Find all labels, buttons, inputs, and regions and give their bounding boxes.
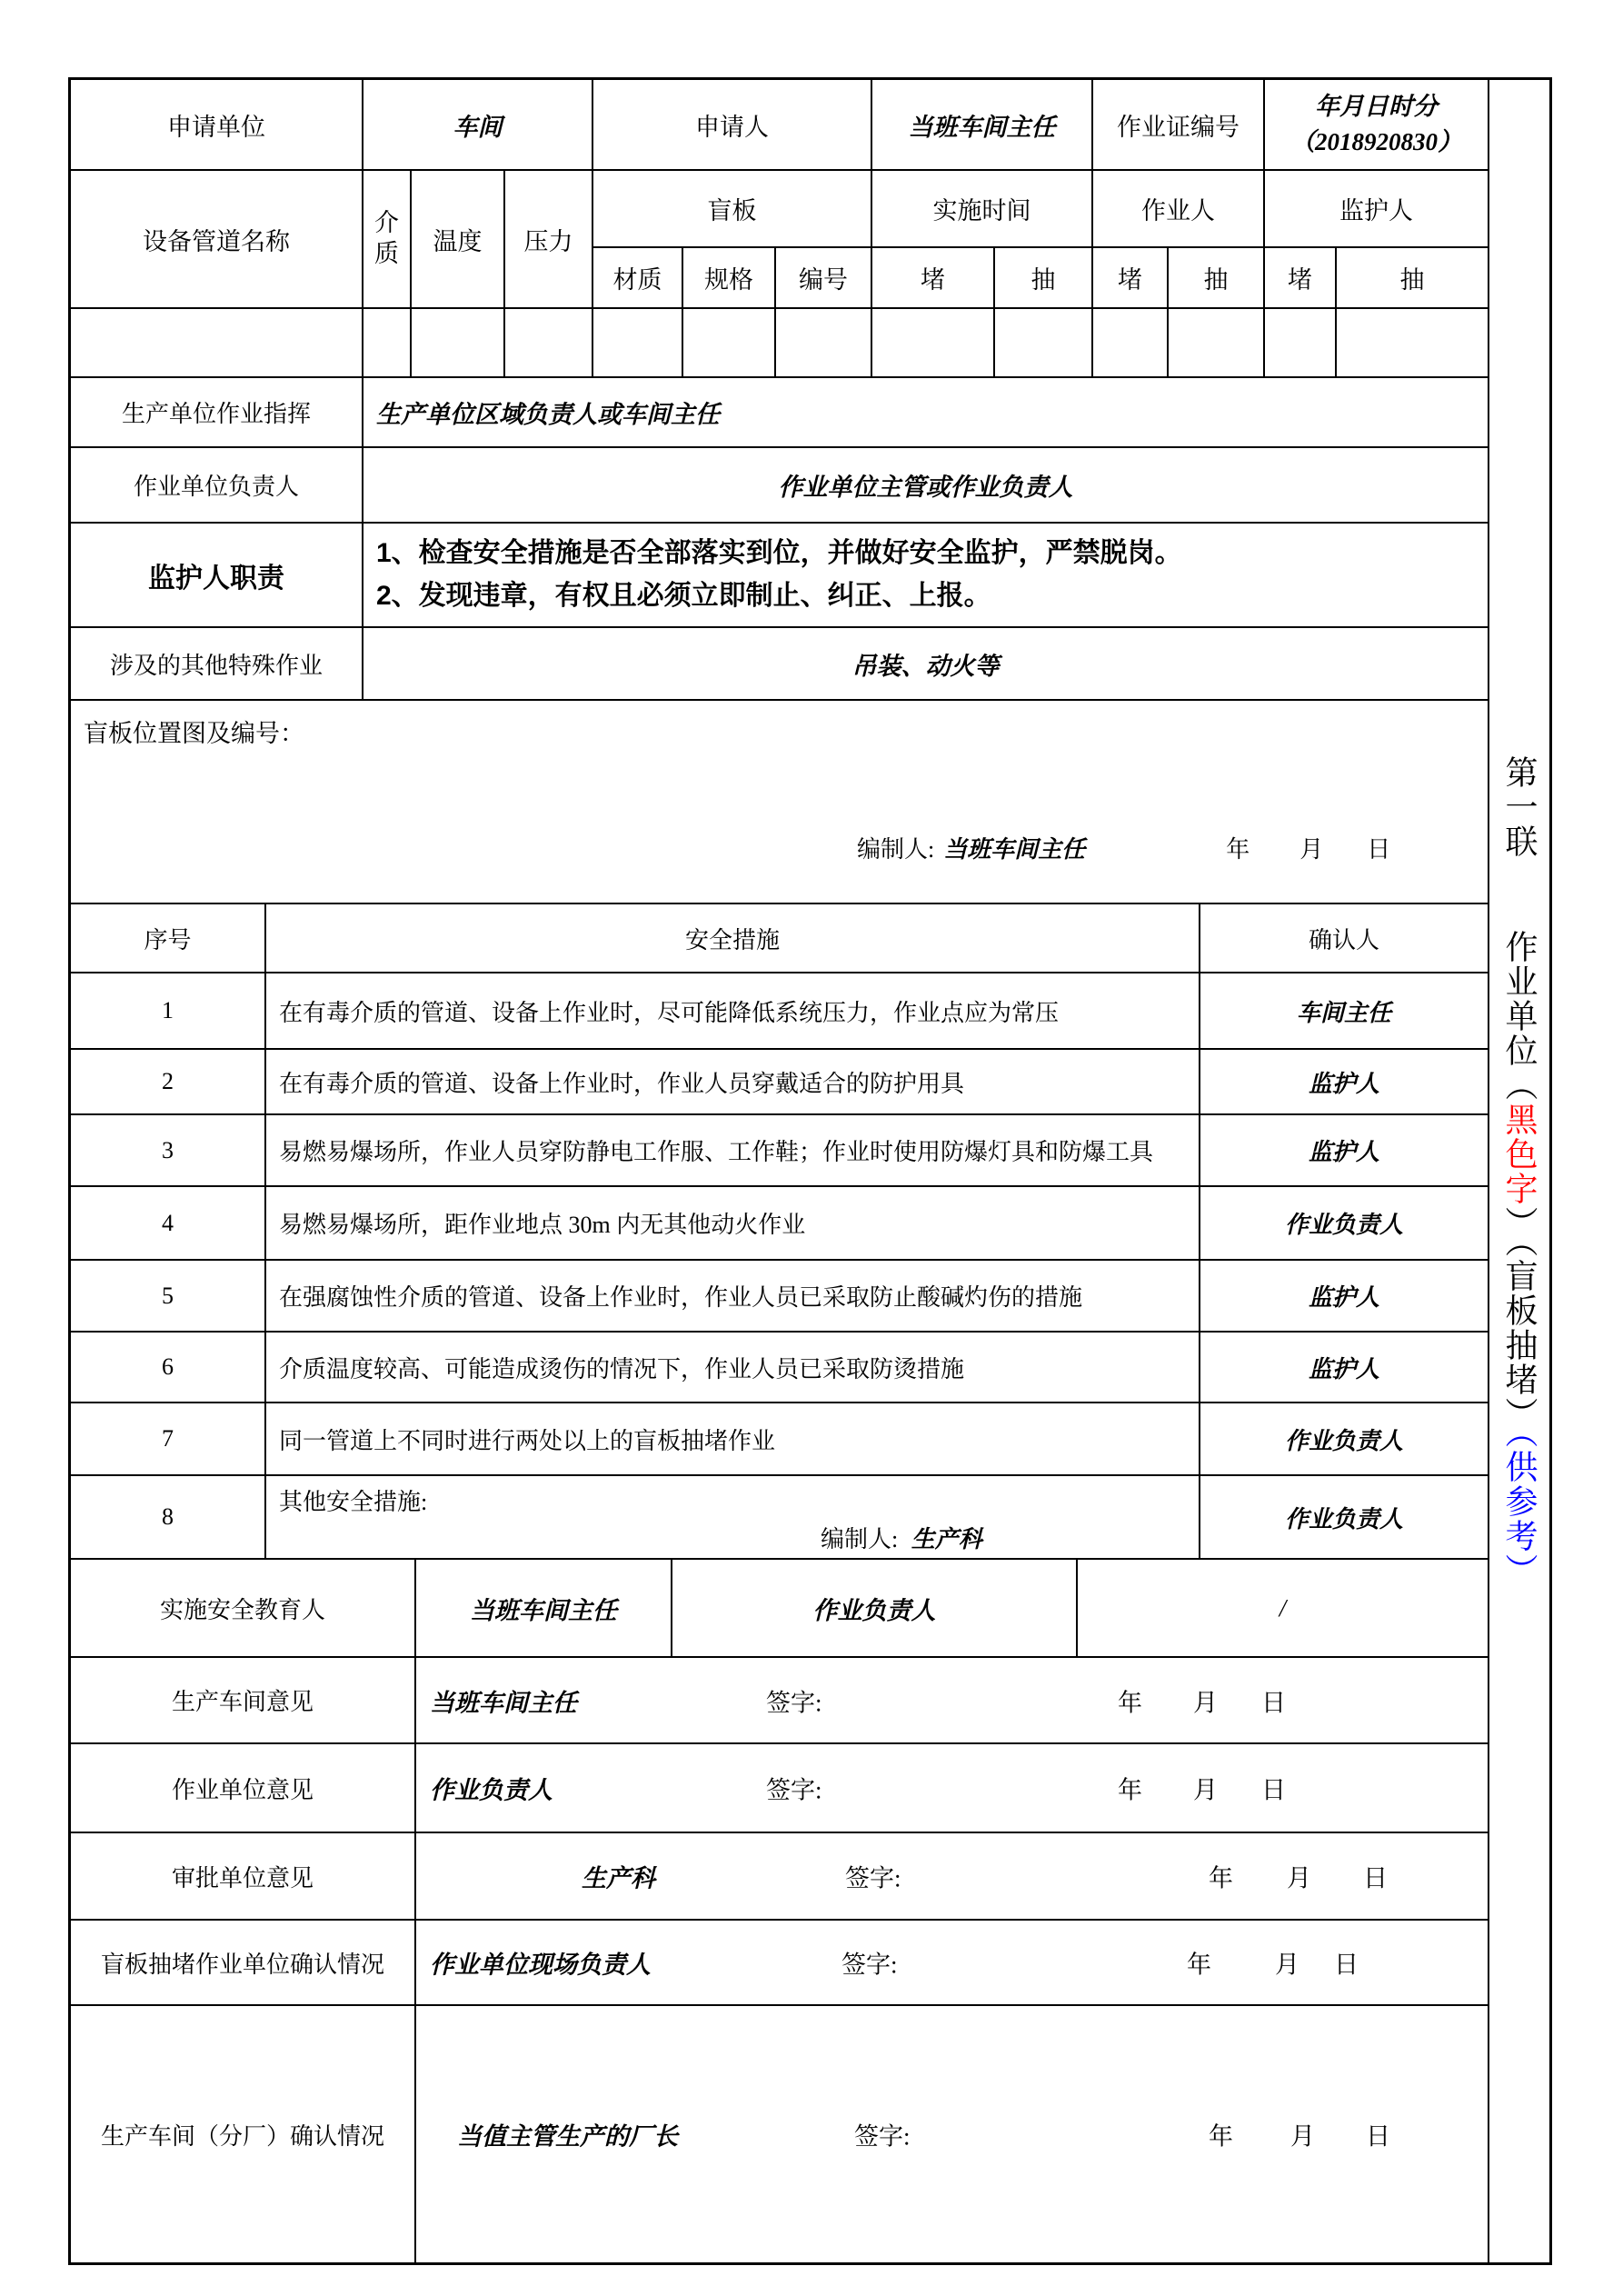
safety-row-5 [71, 1261, 1488, 1333]
signoff-month: 月 [1290, 2122, 1315, 2151]
special-work-value: 吊装、动火等 [851, 652, 1000, 680]
signoff-row-unit [71, 1744, 1488, 1833]
safety-no: 1 [71, 973, 266, 1048]
signoff-role: 当值主管生产的厂长 [457, 2122, 678, 2151]
du1-label: 堵 [872, 248, 995, 307]
guardian-duty-row [71, 524, 1488, 628]
chou3-label: 抽 [1399, 266, 1425, 294]
unit-head-row [71, 448, 1488, 524]
signoff-year: 年 [1209, 2122, 1233, 2151]
du3-label: 堵 [1265, 248, 1337, 307]
blind-header-bottom [593, 248, 1488, 307]
chou2-label: 抽 [1169, 248, 1265, 307]
signoff-content [416, 2006, 1488, 2262]
education-label: 实施安全教育人 [71, 1560, 416, 1656]
blind-header-nest [593, 171, 1488, 307]
safety-h-measure: 安全措施 [266, 904, 1200, 972]
device-label: 设备管道名称 [71, 171, 363, 307]
entry-device [71, 309, 363, 376]
entry-material [593, 309, 683, 376]
guardian-duty-value [363, 524, 1488, 626]
safety-confirmer: 作业负责人 [1284, 1505, 1403, 1532]
temperature-label: 温度 [412, 171, 505, 307]
entry-du3 [1265, 309, 1337, 376]
signoff-content [416, 1744, 1488, 1832]
cmd-value: 生产单位区域负责人或车间主任 [376, 401, 720, 428]
diagram-preparer-label: 编制人: [857, 836, 935, 863]
safety-preparer-label: 编制人: [821, 1526, 899, 1552]
side-note-paren-close: ） [1501, 1205, 1538, 1241]
signoff-day: 日 [1366, 2122, 1390, 2151]
header-row-2 [71, 171, 1488, 309]
entry-chou1 [995, 309, 1093, 376]
special-work-label: 涉及的其他特殊作业 [71, 628, 363, 699]
safety-confirmer: 车间主任 [1296, 999, 1391, 1026]
header-row-1 [71, 80, 1488, 171]
signoff-sign-label: 签字: [766, 1776, 822, 1804]
empty-entry-row [71, 309, 1488, 378]
signoff-role: 生产科 [582, 1864, 655, 1892]
signoff-sign-label: 签字: [841, 1951, 898, 1979]
entry-number [776, 309, 872, 376]
safety-row-7 [71, 1403, 1488, 1476]
signoff-role: 当班车间主任 [430, 1689, 577, 1716]
safety-text: 易燃易爆场所，距作业地点 30m 内无其他动火作业 [266, 1187, 1200, 1259]
safety-confirmer: 作业负责人 [1284, 1427, 1403, 1454]
worker-label: 作业人 [1093, 171, 1265, 246]
signoff-role: 作业负责人 [430, 1776, 553, 1804]
signoff-label: 生产车间（分厂）确认情况 [71, 2006, 416, 2262]
signoff-row-factory-confirm [71, 2006, 1488, 2262]
permit-no-line2: （2018920830） [1290, 128, 1462, 155]
safety-text: 介质温度较高、可能造成烫伤的情况下，作业人员已采取防烫措施 [266, 1333, 1200, 1402]
diagram-preparer-value: 当班车间主任 [943, 836, 1086, 863]
safety-h-no: 序号 [71, 904, 266, 972]
signoff-month: 月 [1275, 1951, 1299, 1979]
safety-row-3 [71, 1115, 1488, 1187]
entry-chou3 [1337, 309, 1488, 376]
safety-no: 4 [71, 1187, 266, 1259]
safety-text: 在强腐蚀性介质的管道、设备上作业时，作业人员已采取防止酸碱灼伤的措施 [266, 1261, 1200, 1331]
safety-no: 8 [71, 1476, 266, 1558]
entry-du2 [1093, 309, 1169, 376]
safety-no: 7 [71, 1403, 266, 1474]
material-label: 材质 [593, 248, 683, 307]
applicant-label: 申请人 [593, 80, 872, 169]
medium-label: 介质 [363, 171, 412, 307]
safety-other-label: 其他安全措施: [279, 1489, 428, 1515]
diagram-day: 日 [1367, 836, 1391, 863]
signoff-sign-label: 签字: [854, 2122, 911, 2151]
signoff-label: 盲板抽堵作业单位确认情况 [71, 1921, 416, 2004]
signoff-content [416, 1658, 1488, 1742]
unit-head-value: 作业单位主管或作业负责人 [778, 474, 1073, 501]
permit-no-line1: 年月日时分 [1315, 92, 1438, 120]
signoff-content [416, 1921, 1488, 2004]
safety-confirmer: 监护人 [1308, 1355, 1379, 1383]
du2-label: 堵 [1093, 248, 1169, 307]
safety-no: 2 [71, 1050, 266, 1113]
safety-confirmer: 作业负责人 [1284, 1212, 1403, 1238]
signoff-year: 年 [1187, 1951, 1211, 1979]
side-note-caption [1503, 930, 1536, 1588]
signoff-day: 日 [1334, 1951, 1359, 1979]
side-note-copy-number: 第一联 [1501, 754, 1538, 859]
diagram-preparer-line [857, 831, 1390, 864]
signoff-day: 日 [1261, 1776, 1286, 1804]
signoff-label: 生产车间意见 [71, 1658, 416, 1742]
side-note-paren-open: （ [1501, 1067, 1538, 1103]
entry-medium [363, 309, 412, 376]
diagram-year: 年 [1226, 836, 1250, 863]
safety-header-row [71, 904, 1488, 973]
entry-pressure [505, 309, 593, 376]
safety-other-cell [266, 1476, 1200, 1558]
safety-text: 同一管道上不同时进行两处以上的盲板抽堵作业 [266, 1403, 1200, 1474]
special-work-row [71, 628, 1488, 701]
pressure-label: 压力 [505, 171, 593, 307]
safety-no: 6 [71, 1333, 266, 1402]
safety-confirmer: 监护人 [1308, 1139, 1379, 1165]
safety-preparer-value: 生产科 [911, 1526, 982, 1552]
education-c3: 作业负责人 [672, 1560, 1078, 1656]
safety-confirmer: 监护人 [1308, 1070, 1379, 1097]
cmd-row [71, 378, 1488, 448]
signoff-label: 作业单位意见 [71, 1744, 416, 1832]
blind-plate-label: 盲板 [593, 171, 872, 246]
side-note-strip [1489, 80, 1549, 2262]
signoff-sign-label: 签字: [766, 1689, 822, 1716]
safety-confirmer: 监护人 [1308, 1284, 1379, 1311]
signoff-content [416, 1833, 1488, 1919]
safety-text: 易燃易爆场所，作业人员穿防静电工作服、工作鞋；作业时使用防爆灯具和防爆工具 [266, 1115, 1200, 1185]
safety-no: 5 [71, 1261, 266, 1331]
blind-header-top [593, 171, 1488, 248]
signoff-day: 日 [1363, 1864, 1388, 1892]
entry-spec [683, 309, 776, 376]
signoff-day: 日 [1261, 1689, 1286, 1716]
safety-row-1 [71, 973, 1488, 1050]
chou1-label: 抽 [995, 248, 1093, 307]
side-note-blue-text: （供参考） [1501, 1431, 1538, 1588]
entry-chou2 [1169, 309, 1265, 376]
safety-preparer-line [821, 1521, 982, 1554]
safety-h-confirmer: 确认人 [1308, 926, 1379, 953]
diagram-block [71, 701, 1488, 904]
safety-row-4 [71, 1187, 1488, 1261]
signoff-year: 年 [1209, 1864, 1233, 1892]
permit-form-sheet [68, 77, 1552, 2265]
side-note-unit: 作业单位 [1501, 929, 1538, 1068]
entry-temperature [412, 309, 505, 376]
education-row [71, 1560, 1488, 1658]
guardian-duty-label: 监护人职责 [71, 524, 363, 626]
side-note-blind: （盲板抽堵） [1501, 1240, 1538, 1432]
signoff-role: 作业单位现场负责人 [430, 1951, 651, 1979]
safety-row-8 [71, 1476, 1488, 1560]
diagram-label: 盲板位置图及编号： [84, 720, 304, 747]
signoff-year: 年 [1118, 1776, 1142, 1804]
number-label: 编号 [776, 248, 872, 307]
signoff-sign-label: 签字: [845, 1864, 901, 1892]
guardian-label: 监护人 [1339, 197, 1413, 225]
safety-text: 在有毒介质的管道、设备上作业时，尽可能降低系统压力，作业点应为常压 [266, 973, 1200, 1048]
side-note-red-text: 黑色字 [1501, 1102, 1538, 1206]
apply-unit-value: 车间 [363, 80, 593, 169]
diagram-month: 月 [1299, 836, 1324, 863]
safety-no: 3 [71, 1115, 266, 1185]
education-c4: / [1279, 1593, 1287, 1622]
applicant-value: 当班车间主任 [872, 80, 1093, 169]
signoff-row-blind-confirm [71, 1921, 1488, 2006]
cmd-label: 生产单位作业指挥 [71, 378, 363, 446]
signoff-month: 月 [1193, 1776, 1218, 1804]
entry-du1 [872, 309, 995, 376]
spec-label: 规格 [683, 248, 776, 307]
signoff-month: 月 [1287, 1864, 1311, 1892]
form-main [71, 80, 1489, 2262]
guardian-duty-line2: 2、发现违章，有权且必须立即制止、纠正、上报。 [376, 580, 991, 611]
permit-no-label: 作业证编号 [1093, 80, 1265, 169]
safety-row-2 [71, 1050, 1488, 1115]
apply-unit-label: 申请单位 [71, 80, 363, 169]
guardian-duty-line1: 1、检查安全措施是否全部落实到位，并做好安全监护，严禁脱岗。 [376, 538, 1182, 568]
signoff-year: 年 [1118, 1689, 1142, 1716]
permit-no-value [1265, 80, 1488, 169]
safety-row-6 [71, 1333, 1488, 1403]
safety-text: 在有毒介质的管道、设备上作业时，作业人员穿戴适合的防护用具 [266, 1050, 1200, 1113]
impl-time-label: 实施时间 [872, 171, 1093, 246]
signoff-label: 审批单位意见 [71, 1833, 416, 1919]
education-c2: 当班车间主任 [416, 1560, 672, 1656]
signoff-row-approval [71, 1833, 1488, 1921]
unit-head-label: 作业单位负责人 [71, 448, 363, 522]
signoff-month: 月 [1193, 1689, 1218, 1716]
signoff-row-workshop [71, 1658, 1488, 1744]
